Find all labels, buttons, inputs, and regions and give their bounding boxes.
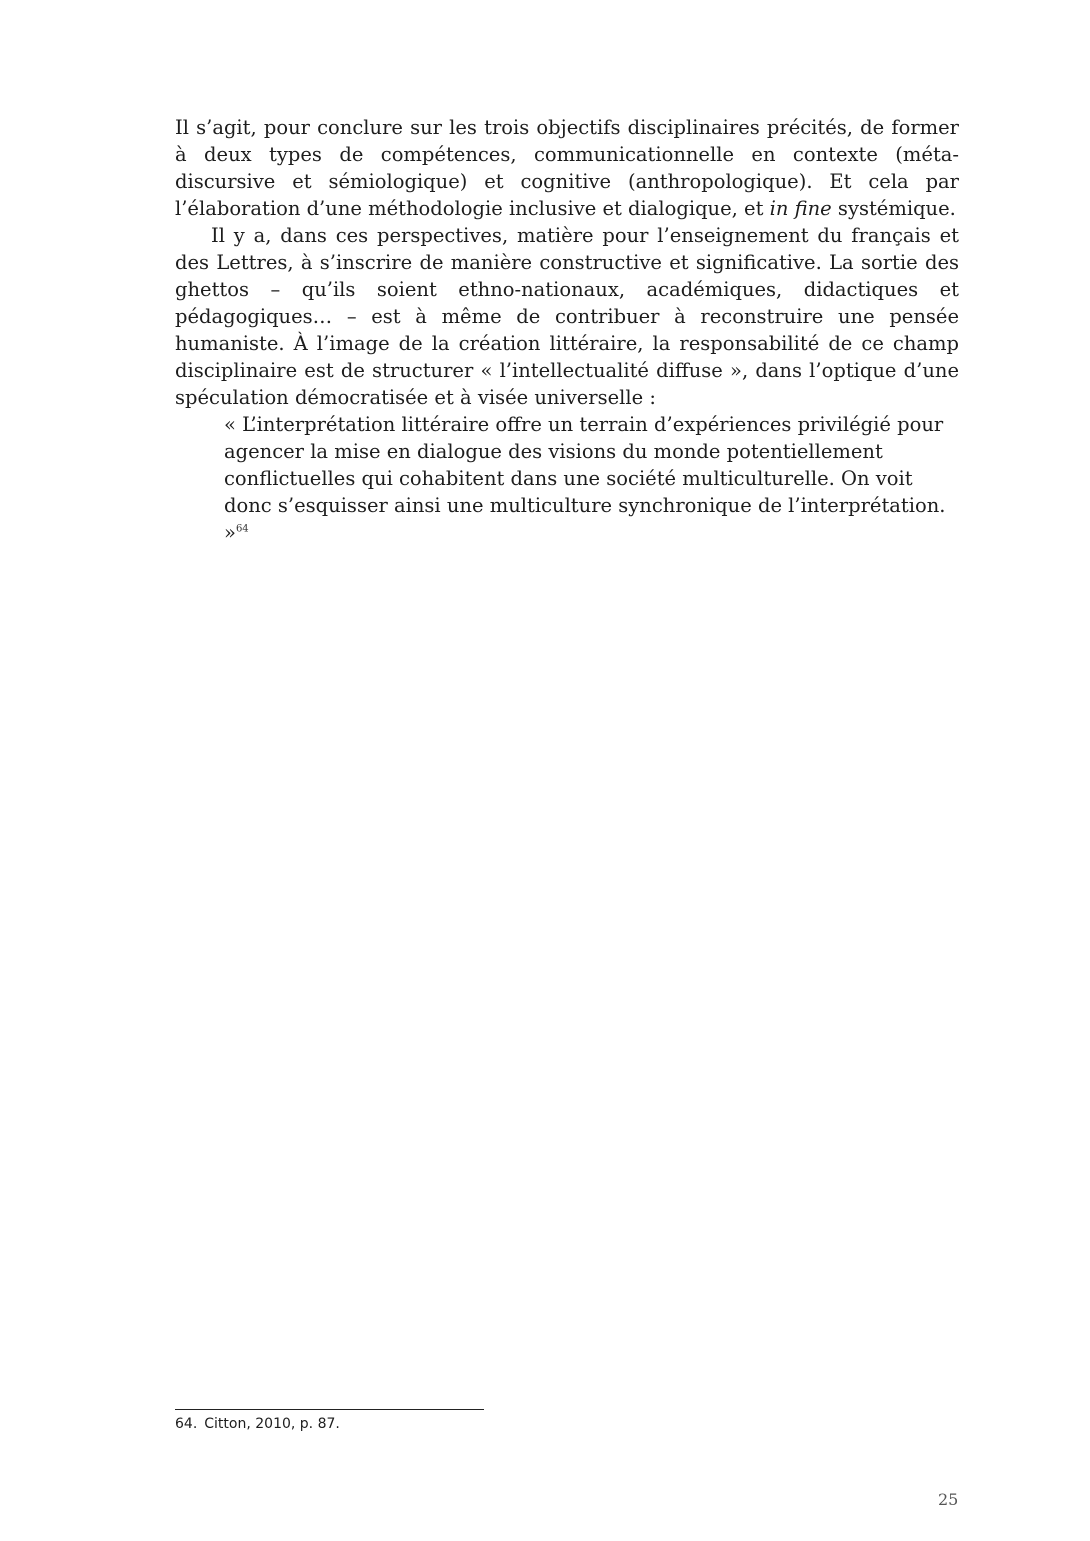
footnote	[175, 1416, 340, 1432]
quote-text: « L’interprétation littéraire offre un terrain d’expériences privilégié pour agencer la mise en dialogue des visions du monde potentiellement conflictuelles qui cohabitent dans une société multiculturelle. On voit donc s’esquisser ainsi une multiculture synchronique de l’interprétation. »	[224, 413, 946, 544]
italic-in-fine: in fine	[769, 197, 832, 220]
paragraph-conclusion-end: systémique.	[831, 197, 956, 220]
footnote-separator	[175, 1409, 484, 1410]
footnote-text: Citton, 2010, p. 87.	[204, 1416, 340, 1432]
footnote-reference[interactable]: 64	[235, 523, 249, 535]
block-quote	[224, 411, 959, 546]
footnote-number: 64.	[175, 1416, 198, 1432]
paragraph-conclusion-start: Il s’agit, pour conclure sur les trois objectifs disciplinaires précités, de former à deux types de compétences, communicationnelle en contexte (méta-discursive et sémiologique) et cognitive (anthropologique). Et cela par l’élaboration d’une méthodologie inclusive et dialogique, et	[175, 116, 959, 220]
paragraph-conclusion	[175, 114, 959, 222]
paragraph-perspectives: Il y a, dans ces perspectives, matière pour l’enseignement du français et des Lettres, à s’inscrire de manière constructive et significative. La sortie des ghettos – qu’ils soient ethno-nationaux, académiques, didactiques et pédagogiques… – est à même de contribuer à reconstruire une pensée humaniste. À l’image de la création littéraire, la responsabilité de ce champ disciplinaire est de structurer « l’intellectualité diffuse », dans l’optique d’une spéculation démocratisée et à visée universelle :	[175, 224, 959, 409]
page-number: 25	[938, 1490, 959, 1509]
main-text	[175, 114, 959, 546]
